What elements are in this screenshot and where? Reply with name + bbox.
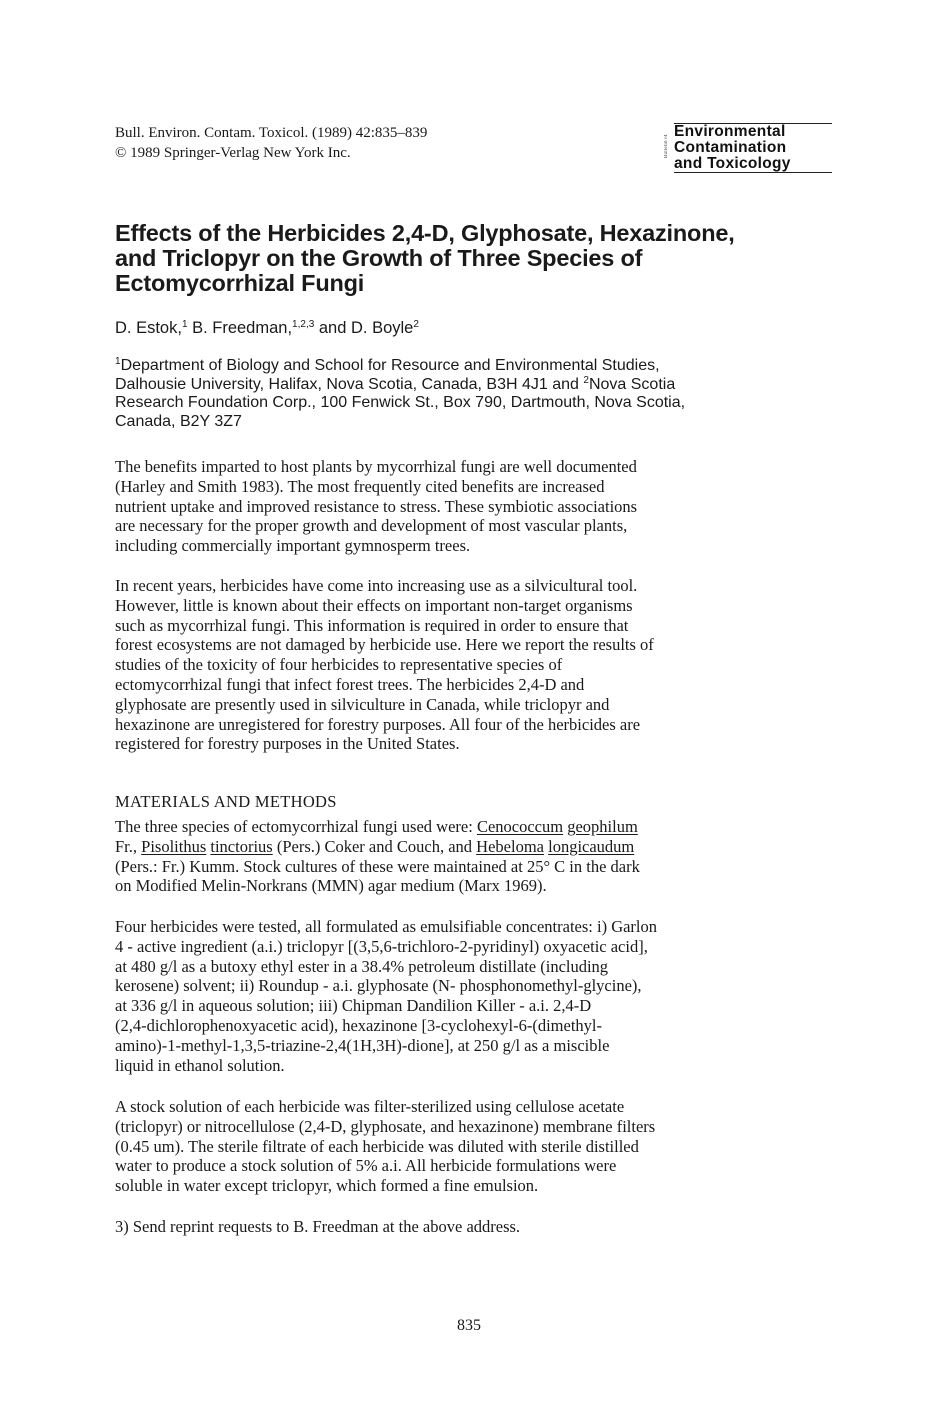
journal-logo [664,121,834,173]
author-affil-sup: 1,2,3 [292,319,315,330]
text-span: The three species of ectomycorrhizal fungi used were: [115,817,477,836]
footnote: 3) Send reprint requests to B. Freedman at the above address. [115,1217,521,1236]
text-line: registered for forestry purposes in the United States. [115,734,460,754]
author-name: and D. Boyle [314,319,414,337]
text-line: are necessary for the proper growth and development of most vascular plants, [115,516,628,536]
journal-logo-line3: and Toxicology [674,155,791,172]
text-line: forest ecosystems are not damaged by herbicide use. Here we report the results of [115,635,654,655]
journal-logo-line2: Contamination [674,139,787,156]
species-name: Pisolithus [141,836,207,856]
affiliation-line [115,357,815,376]
logo-rule-bottom [674,172,832,173]
intro-paragraph-2 [115,576,835,754]
methods-paragraph-1 [115,817,835,896]
species-name: geophilum [567,817,638,836]
text-span: (Pers.) Coker and Couch, and [272,836,477,856]
species-name: longicaudum [548,836,635,856]
text-line: However, little is known about their effects on important non-target organisms [115,595,633,615]
text-line: nutrient uptake and improved resistance to stress. These symbiotic associations [115,496,638,516]
citation-line: Bull. Environ. Contam. Toxicol. (1989) 42:835–839 [115,125,428,141]
text-line: including commercially important gymnosperm trees. [115,536,471,556]
text-line: (Pers.: Fr.) Kumm. Stock cultures of these were maintained at 25° C in the dark [115,856,640,876]
text-line: hexazinone are unregistered for forestry purposes. All four of the herbicides are [115,714,641,734]
paper-title [115,221,815,296]
affil-sup: 1 [115,356,121,367]
journal-logo-side-text: Bulletin of [664,134,669,158]
author-name: B. Freedman, [187,319,293,337]
text-line: on Modified Melin-Norkrans (MMN) agar medium (Marx 1969). [115,876,547,896]
text-line: In recent years, herbicides have come into increasing use as a silvicultural tool. [115,576,638,595]
text-line: water to produce a stock solution of 5% a.i. All herbicide formulations were [115,1156,617,1176]
methods-paragraph-2 [115,917,835,1075]
journal-logo-line1: Environmental [674,123,786,140]
journal-citation [115,123,427,163]
author-affil-sup: 2 [413,319,419,330]
authors [115,319,419,338]
text-line: 4 - active ingredient (a.i.) triclopyr [(3,5,6-trichloro-2-pyridinyl) oxyacetic acid], [115,936,648,956]
text-line: (2,4-dichlorophenoxyacetic acid), hexazinone [3-cyclohexyl-6-(dimethyl- [115,1015,603,1035]
author-name: D. Estok, [115,319,182,337]
author-affil-sup: 1 [181,319,188,330]
affiliation-line: Canada, B2Y 3Z7 [115,412,242,430]
text-line: at 480 g/l as a butoxy ethyl ester in a 38.4% petroleum distillate (including [115,956,609,976]
section-heading: MATERIALS AND METHODS [115,792,337,811]
text-line: at 336 g/l in aqueous solution; iii) Chipman Dandilion Killer - a.i. 2,4-D [115,996,592,1016]
text-line: Four herbicides were tested, all formulated as emulsifiable concentrates: i) Garlon [115,917,658,936]
page-number: 835 [457,1317,481,1334]
text-line: (triclopyr) or nitrocellulose (2,4-D, glyphosate, and hexazinone) membrane filters [115,1116,656,1136]
text-line: ectomycorrhizal fungi that infect forest trees. The herbicides 2,4-D and [115,674,585,694]
intro-paragraph-1 [115,457,835,556]
affil-sup: 2 [583,374,589,386]
text-line: amino)-1-methyl-1,3,5-triazine-2,4(1H,3H)-dione], at 250 g/l as a miscible [115,1035,610,1055]
text-line: soluble in water except triclopyr, which formed a fine emulsion. [115,1176,539,1196]
species-name: Cenococcum [476,817,564,836]
affiliation-text: Nova Scotia [588,375,676,393]
affiliation-line: Research Foundation Corp., 100 Fenwick St., Box 790, Dartmouth, Nova Scotia, [115,394,686,411]
text-line [115,837,835,857]
text-span: Fr., [115,836,142,856]
affiliation-line [115,376,815,395]
species-name: tinctorius [210,836,273,856]
affiliation [115,357,815,431]
text-line: such as mycorrhizal fungi. This information is required in order to ensure that [115,615,629,635]
text-line: liquid in ethanol solution. [115,1055,285,1075]
copyright-line: © 1989 Springer-Verlag New York Inc. [115,145,351,161]
methods-paragraph-3 [115,1097,835,1196]
text-line: A stock solution of each herbicide was filter-sterilized using cellulose acetate [115,1097,625,1116]
text-line: glyphosate are presently used in silviculture in Canada, while triclopyr and [115,694,610,714]
title-line: Effects of the Herbicides 2,4-D, Glyphosate, Hexazinone, [115,220,735,246]
affiliation-text: Dalhousie University, Halifax, Nova Scotia, Canada, B3H 4J1 and [115,375,584,393]
text-line: kerosene) solvent; ii) Roundup - a.i. glyphosate (N- phosphonomethyl-glycine), [115,976,642,996]
title-line: and Triclopyr on the Growth of Three Species of [115,245,643,271]
title-line: Ectomycorrhizal Fungi [115,270,365,296]
species-name: Hebeloma [476,836,544,856]
text-line: (Harley and Smith 1983). The most frequently cited benefits are increased [115,476,605,496]
affiliation-text: Department of Biology and School for Resource and Environmental Studies, [120,357,660,374]
text-line: (0.45 um). The sterile filtrate of each herbicide was diluted with sterile distilled [115,1136,639,1156]
text-line [115,817,835,837]
text-line: studies of the toxicity of four herbicides to representative species of [115,655,563,675]
text-line: The benefits imparted to host plants by mycorrhizal fungi are well documented [115,457,637,476]
